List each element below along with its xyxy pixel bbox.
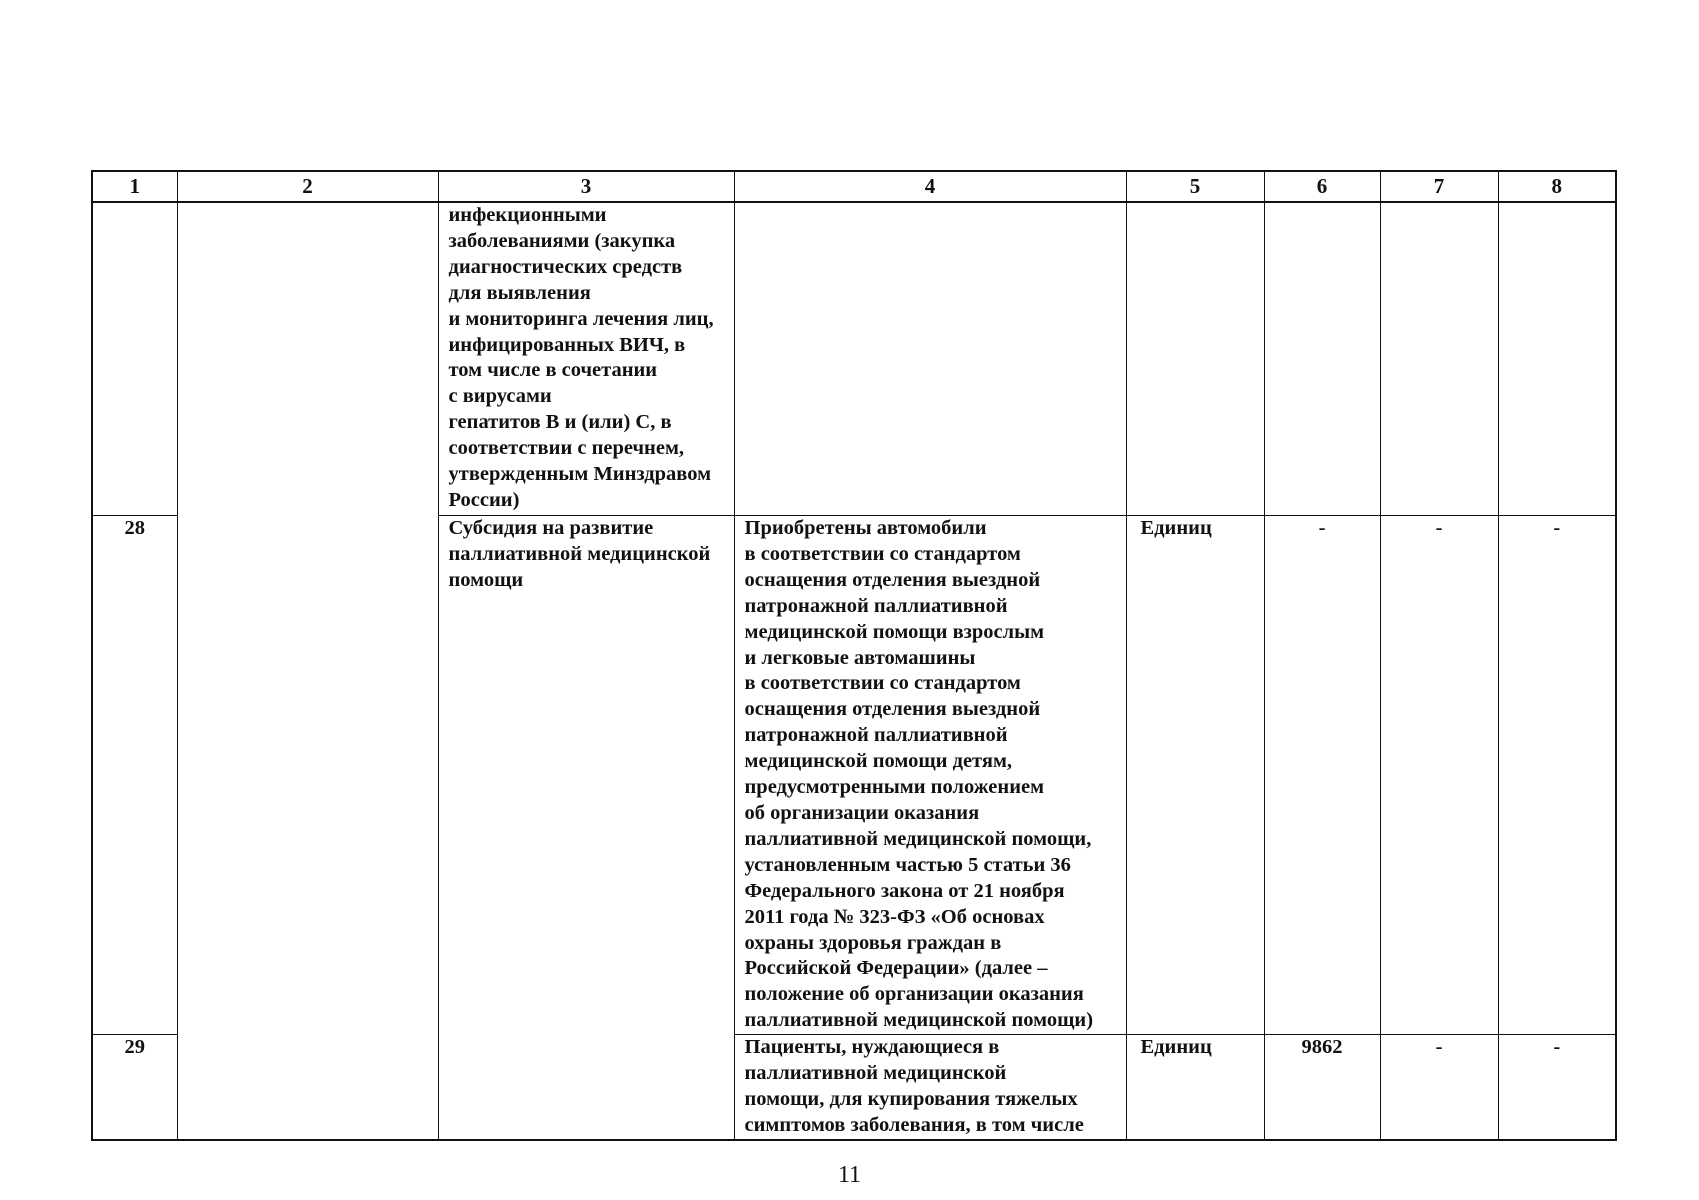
row-continued-col7 [1380, 202, 1498, 516]
page-number: 11 [837, 1162, 862, 1188]
row-28-unit: Единиц [1140, 517, 1212, 539]
row-28-subsidy-text: Субсидия на развитие паллиативной медицинской помощи [448, 517, 711, 591]
row-28-col8 [1498, 516, 1616, 1035]
column-header-7: 7 [1380, 171, 1498, 202]
row-29-value-7: - [1435, 1036, 1443, 1059]
row-28-col6 [1264, 516, 1380, 1035]
row-continued-col4 [734, 202, 1126, 516]
row-29-col1 [92, 1035, 177, 1140]
row-continued-col1 [92, 202, 177, 516]
column-number-header-row [92, 171, 1616, 202]
row-28-col3 [438, 516, 734, 1140]
column-header-3: 3 [438, 171, 734, 202]
row-29-col5 [1126, 1035, 1264, 1140]
row-29-col6 [1264, 1035, 1380, 1140]
row-28-col7 [1380, 516, 1498, 1035]
row-28-number: 28 [124, 517, 145, 539]
row-28-value-6: - [1318, 517, 1326, 539]
row-28-value-7: - [1435, 517, 1443, 539]
row-29-number: 29 [124, 1036, 145, 1059]
column-header-4: 4 [734, 171, 1126, 202]
row-28-indicator-text: Приобретены автомобили в соответствии со стандартом оснащения отделения выездной патронажной паллиативной медицинской помощи взрослым и легковые автомашины в соответствии со стандартом оснащения отделения выездной патронажной паллиативной медицинской помощи детям, предусмотренными положением об организации оказания паллиативной медицинской помощи, установленным частью 5 статьи 36 Федерального закона от 21 ноября 2011 года № 323-ФЗ «Об основах охраны здоровья граждан в Российской Федерации» (далее – положение об организации оказания паллиативной медицинской помощи) [744, 517, 1094, 1032]
row-continued-col6 [1264, 202, 1380, 516]
continued-description-text: инфекционными заболеваниями (закупка диагностических средств для выявления и мониторинга лечения лиц, инфицированных ВИЧ, в том числе в сочетании с вирусами гепатитов В и (или) С, в соответствии с перечнем, утвержденным Минздравом России) [448, 204, 714, 511]
row-29-col4 [734, 1035, 1126, 1140]
row-29-value-8: - [1553, 1036, 1561, 1059]
row-continued-col5 [1126, 202, 1264, 516]
row-28-col4 [734, 516, 1126, 1035]
row-29-indicator-text: Пациенты, нуждающиеся в паллиативной медицинской помощи, для купирования тяжелых симптомов заболевания, в том числе [744, 1036, 1084, 1136]
table-row-continued [92, 202, 1616, 516]
row-29-unit: Единиц [1140, 1036, 1212, 1059]
row-28-col1 [92, 516, 177, 1035]
row-29-col8 [1498, 1035, 1616, 1140]
column-header-2: 2 [177, 171, 438, 202]
column-header-1: 1 [92, 171, 177, 202]
row-29-col7 [1380, 1035, 1498, 1140]
row-continued-col8 [1498, 202, 1616, 516]
row-continued-col3 [438, 202, 734, 516]
column-header-8: 8 [1498, 171, 1616, 202]
column-header-5: 5 [1126, 171, 1264, 202]
row-28-value-8: - [1553, 517, 1561, 539]
merged-col2-cell [177, 202, 438, 1140]
column-header-6: 6 [1264, 171, 1380, 202]
row-29-value-6: 9862 [1301, 1036, 1343, 1059]
document-table [91, 170, 1617, 1141]
row-28-col5 [1126, 516, 1264, 1035]
